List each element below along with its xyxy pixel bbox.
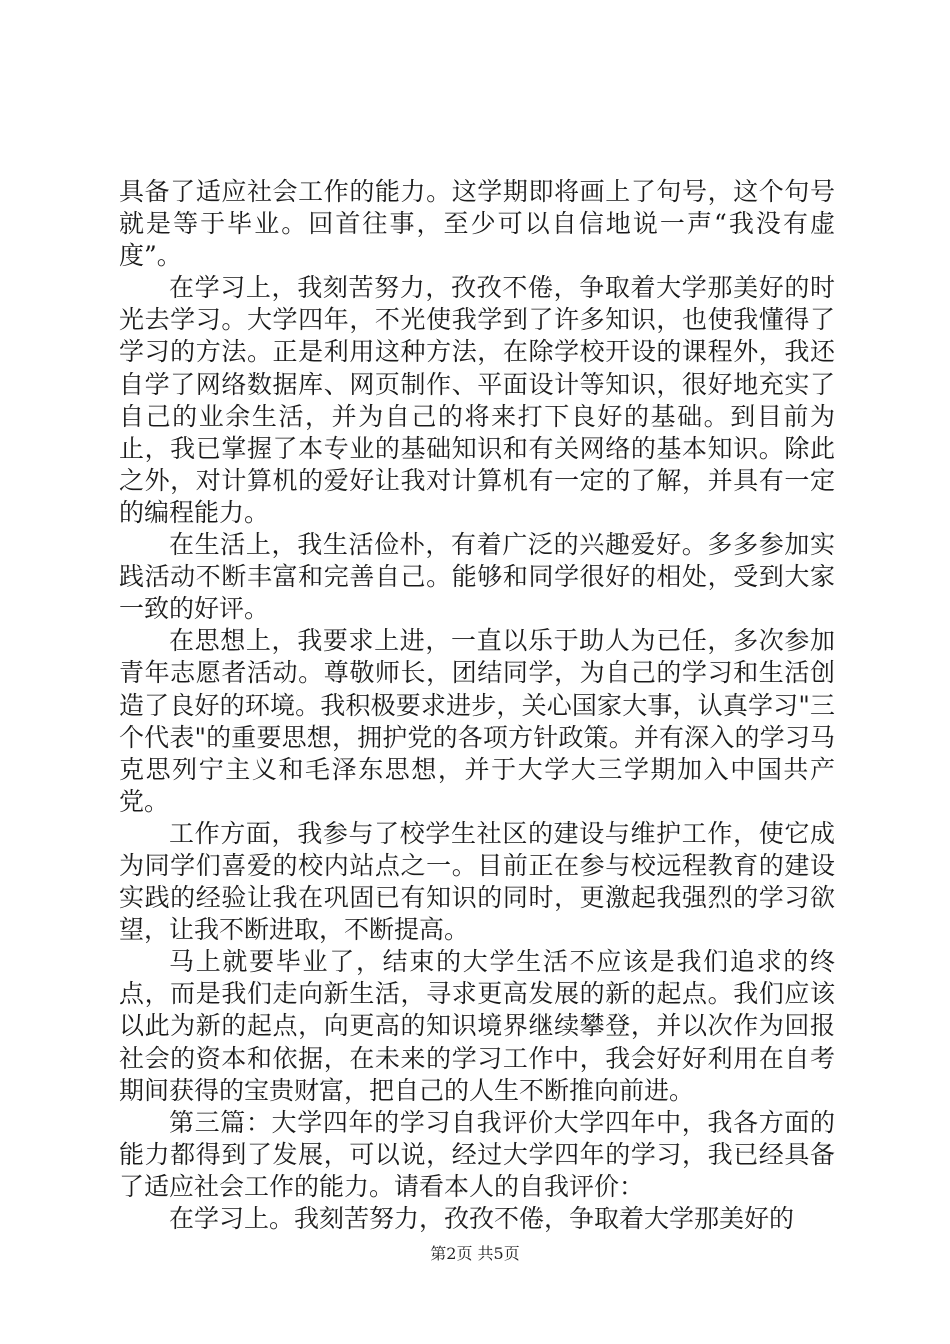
paragraph-graduation: 马上就要毕业了，结束的大学生活不应该是我们追求的终点，而是我们走向新生活，寻求更高发展的新的起点。我们应该以此为新的起点，向更高的知识境界继续攀登，并以次作为回报社会的资本和依据，在未来的学习工作中，我会好好利用在自考期间获得的宝贵财富，把自己的人生不断推向前进。	[119, 947, 835, 1105]
paragraph-study-repeat: 在学习上。我刻苦努力，孜孜不倦，争取着大学那美好的	[169, 1204, 795, 1233]
body-text	[119, 176, 835, 1235]
paragraph-study: 在学习上，我刻苦努力，孜孜不倦，争取着大学那美好的时光去学习。大学四年，不光使我学到了许多知识，也使我懂得了学习的方法。正是利用这种方法，在除学校开设的课程外，我还自学了网络数据库、网页制作、平面设计等知识，很好地充实了自己的业余生活，并为自己的将来打下良好的基础。到目前为止，我已掌握了本专业的基础知识和有关网络的基本知识。除此之外，对计算机的爱好让我对计算机有一定的了解，并具有一定的编程能力。	[119, 273, 835, 527]
paragraph-thought: 在思想上，我要求上进，一直以乐于助人为已任，多次参加青年志愿者活动。尊敬师长，团结同学，为自己的学习和生活创造了良好的环境。我积极要求进步，关心国家大事，认真学习"三个代表"的重要思想，拥护党的各项方针政策。并有深入的学习马克思列宁主义和毛泽东思想，并于大学大三学期加入中国共产党。	[119, 626, 835, 816]
paragraph-life: 在生活上，我生活俭朴，有着广泛的兴趣爱好。多多参加实践活动不断丰富和完善自己。能够和同学很好的相处，受到大家一致的好评。	[119, 530, 835, 624]
paragraph-continuation: 具备了适应社会工作的能力。这学期即将画上了句号，这个句号就是等于毕业。回首往事，至少可以自信地说一声“我没有虚度”。	[119, 177, 835, 271]
paragraph-work: 工作方面，我参与了校学生社区的建设与维护工作，使它成为同学们喜爱的校内站点之一。目前正在参与校远程教育的建设实践的经验让我在巩固已有知识的同时，更激起我强烈的学习欲望，让我不断进取，不断提高。	[119, 818, 835, 945]
paragraph-third-article: 第三篇：大学四年的学习自我评价大学四年中，我各方面的能力都得到了发展，可以说，经过大学四年的学习，我已经具备了适应社会工作的能力。请看本人的自我评价：	[119, 1107, 835, 1201]
page-number-footer: 第2页 共5页	[430, 1244, 520, 1263]
